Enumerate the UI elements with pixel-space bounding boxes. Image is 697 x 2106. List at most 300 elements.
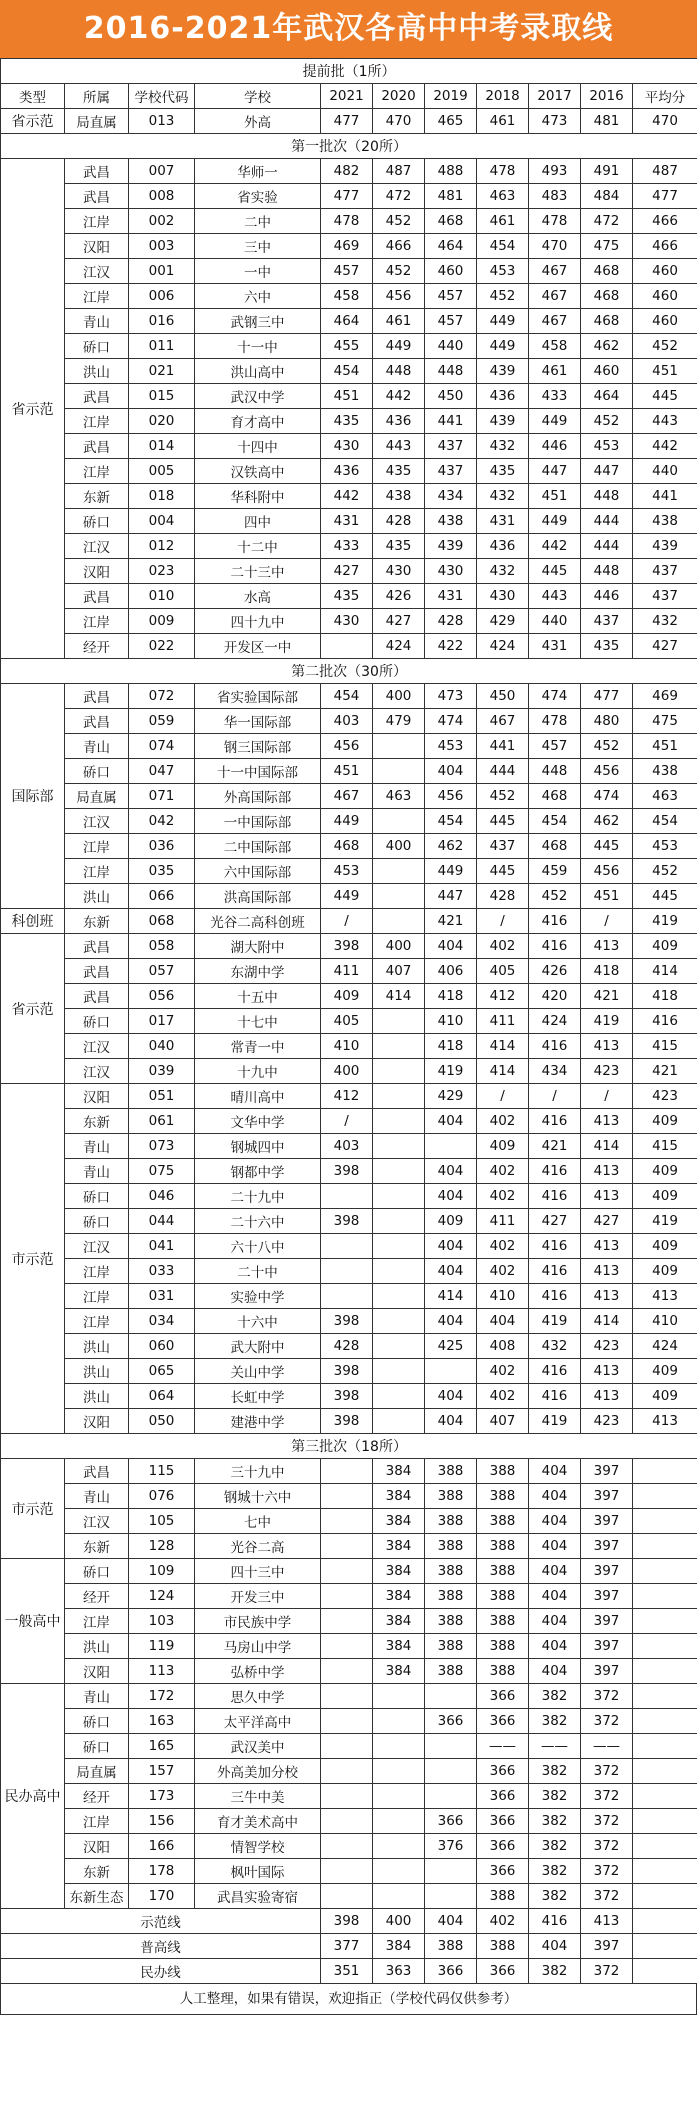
- school-code: 006: [129, 284, 195, 309]
- table-row: [1, 1309, 697, 1334]
- average-score: 452: [633, 334, 697, 359]
- table-row: [1, 834, 697, 859]
- score-2021: 400: [321, 1059, 373, 1084]
- average-score: 453: [633, 834, 697, 859]
- school-name: 思久中学: [195, 1684, 321, 1709]
- school-name: 十四中: [195, 434, 321, 459]
- score-2021: 451: [321, 384, 373, 409]
- score-2020: 443: [373, 434, 425, 459]
- score-2019: 437: [425, 434, 477, 459]
- score-2020: 470: [373, 109, 425, 134]
- score-2017: 404: [529, 1559, 581, 1584]
- school-code: 008: [129, 184, 195, 209]
- table-row: [1, 1284, 697, 1309]
- score-2020: 400: [373, 684, 425, 709]
- score-2017: 419: [529, 1309, 581, 1334]
- score-2020: [373, 1309, 425, 1334]
- school-code: 071: [129, 784, 195, 809]
- average-score: 409: [633, 1259, 697, 1284]
- score-2020: 479: [373, 709, 425, 734]
- average-score: 423: [633, 1084, 697, 1109]
- score-2017: 382: [529, 1859, 581, 1884]
- summary-value: 372: [581, 1959, 633, 1984]
- score-2018: 366: [477, 1859, 529, 1884]
- score-2017: 470: [529, 234, 581, 259]
- average-score: 437: [633, 584, 697, 609]
- score-2018: 388: [477, 1584, 529, 1609]
- school-code: 015: [129, 384, 195, 409]
- score-2021: 436: [321, 459, 373, 484]
- score-2018: 441: [477, 734, 529, 759]
- school-name: 十二中: [195, 534, 321, 559]
- table-row: [1, 334, 697, 359]
- district: 经开: [65, 1584, 129, 1609]
- score-2016: 464: [581, 384, 633, 409]
- score-2021: 464: [321, 309, 373, 334]
- district: 东新: [65, 1859, 129, 1884]
- district: 青山: [65, 309, 129, 334]
- table-row: [1, 1634, 697, 1659]
- average-score: 416: [633, 1009, 697, 1034]
- average-score: 445: [633, 884, 697, 909]
- score-2021: 398: [321, 1209, 373, 1234]
- district: 硚口: [65, 334, 129, 359]
- column-header: 2021: [321, 84, 373, 109]
- score-2021: 478: [321, 209, 373, 234]
- score-2018: 412: [477, 984, 529, 1009]
- school-code: 040: [129, 1034, 195, 1059]
- score-2020: 430: [373, 559, 425, 584]
- score-2021: 457: [321, 259, 373, 284]
- score-2019: 376: [425, 1834, 477, 1859]
- summary-value: 351: [321, 1959, 373, 1984]
- table-row: [1, 1809, 697, 1834]
- score-2018: 431: [477, 509, 529, 534]
- score-2021: 477: [321, 184, 373, 209]
- average-score: 451: [633, 734, 697, 759]
- score-2017: 416: [529, 1234, 581, 1259]
- school-code: 059: [129, 709, 195, 734]
- score-2016: 456: [581, 759, 633, 784]
- school-type: 省示范: [1, 159, 65, 659]
- score-2017: 382: [529, 1684, 581, 1709]
- summary-value: 404: [529, 1934, 581, 1959]
- district: 局直属: [65, 784, 129, 809]
- school-name: 外高国际部: [195, 784, 321, 809]
- average-score: 437: [633, 559, 697, 584]
- school-name: 三中: [195, 234, 321, 259]
- score-2021: 430: [321, 609, 373, 634]
- district: 江岸: [65, 409, 129, 434]
- score-2017: 452: [529, 884, 581, 909]
- school-code: 023: [129, 559, 195, 584]
- school-code: 156: [129, 1809, 195, 1834]
- table-row: [1, 1534, 697, 1559]
- score-2019: 404: [425, 934, 477, 959]
- score-2020: [373, 1784, 425, 1809]
- district: 汉阳: [65, 234, 129, 259]
- score-2021: [321, 1534, 373, 1559]
- score-2018: 432: [477, 559, 529, 584]
- score-2017: 404: [529, 1609, 581, 1634]
- table-row: [1, 434, 697, 459]
- score-2020: 414: [373, 984, 425, 1009]
- score-2019: 404: [425, 1309, 477, 1334]
- score-2019: 421: [425, 909, 477, 934]
- school-name: 长虹中学: [195, 1384, 321, 1409]
- score-2018: 439: [477, 359, 529, 384]
- score-2017: 421: [529, 1134, 581, 1159]
- score-2016: 444: [581, 534, 633, 559]
- average-score: [633, 1584, 697, 1609]
- school-code: 119: [129, 1634, 195, 1659]
- score-2018: 388: [477, 1534, 529, 1559]
- score-2016: 397: [581, 1509, 633, 1534]
- table-row: [1, 584, 697, 609]
- score-2018: 407: [477, 1409, 529, 1434]
- score-2016: 474: [581, 784, 633, 809]
- school-code: 103: [129, 1609, 195, 1634]
- score-2021: 468: [321, 834, 373, 859]
- score-2020: [373, 1284, 425, 1309]
- table-row: [1, 1609, 697, 1634]
- school-code: 068: [129, 909, 195, 934]
- district: 青山: [65, 1684, 129, 1709]
- score-2017: 382: [529, 1709, 581, 1734]
- score-2017: 442: [529, 534, 581, 559]
- score-2016: 372: [581, 1709, 633, 1734]
- section-header-row: [1, 1434, 697, 1459]
- score-2019: 431: [425, 584, 477, 609]
- score-2017: 449: [529, 409, 581, 434]
- district: 青山: [65, 734, 129, 759]
- score-2020: 435: [373, 459, 425, 484]
- score-2019: 404: [425, 759, 477, 784]
- score-2019: [425, 1134, 477, 1159]
- score-2019: 456: [425, 784, 477, 809]
- score-2018: 366: [477, 1784, 529, 1809]
- table-row: [1, 1459, 697, 1484]
- score-2018: 452: [477, 284, 529, 309]
- score-2019: 454: [425, 809, 477, 834]
- score-2016: 453: [581, 434, 633, 459]
- district: 汉阳: [65, 559, 129, 584]
- table-row: [1, 959, 697, 984]
- score-2020: 384: [373, 1659, 425, 1684]
- summary-value: 402: [477, 1909, 529, 1934]
- score-2020: 384: [373, 1459, 425, 1484]
- average-score: 415: [633, 1134, 697, 1159]
- score-2017: /: [529, 1084, 581, 1109]
- school-name: 文华中学: [195, 1109, 321, 1134]
- average-score: [633, 1709, 697, 1734]
- score-2018: 388: [477, 1459, 529, 1484]
- score-2019: 448: [425, 359, 477, 384]
- school-code: 073: [129, 1134, 195, 1159]
- district: 经开: [65, 634, 129, 659]
- score-2020: 472: [373, 184, 425, 209]
- district: 江岸: [65, 1309, 129, 1334]
- district: 硚口: [65, 1709, 129, 1734]
- score-2017: 431: [529, 634, 581, 659]
- district: 武昌: [65, 684, 129, 709]
- score-2017: 483: [529, 184, 581, 209]
- column-header: 2020: [373, 84, 425, 109]
- score-2021: [321, 1659, 373, 1684]
- district: 东新: [65, 484, 129, 509]
- score-2016: 460: [581, 359, 633, 384]
- score-2021: [321, 1634, 373, 1659]
- average-score: 418: [633, 984, 697, 1009]
- score-2021: /: [321, 1109, 373, 1134]
- average-score: 438: [633, 759, 697, 784]
- school-name: 枫叶国际: [195, 1859, 321, 1884]
- score-2017: 416: [529, 1184, 581, 1209]
- score-2018: 436: [477, 534, 529, 559]
- school-name: 洪高国际部: [195, 884, 321, 909]
- score-2017: 424: [529, 1009, 581, 1034]
- score-2019: 488: [425, 159, 477, 184]
- district: 硚口: [65, 1559, 129, 1584]
- column-header: 2018: [477, 84, 529, 109]
- score-2021: 412: [321, 1084, 373, 1109]
- school-code: 021: [129, 359, 195, 384]
- score-2020: 466: [373, 234, 425, 259]
- score-2020: [373, 1134, 425, 1159]
- school-name: 洪山高中: [195, 359, 321, 384]
- score-2018: 432: [477, 484, 529, 509]
- school-name: 十六中: [195, 1309, 321, 1334]
- score-2018: 402: [477, 1159, 529, 1184]
- district: 江汉: [65, 809, 129, 834]
- school-code: 036: [129, 834, 195, 859]
- table-row: [1, 1584, 697, 1609]
- score-2017: 443: [529, 584, 581, 609]
- score-2019: 366: [425, 1809, 477, 1834]
- school-name: 外高美加分校: [195, 1759, 321, 1784]
- score-2018: 461: [477, 109, 529, 134]
- score-2016: 447: [581, 459, 633, 484]
- school-type: 市示范: [1, 1084, 65, 1434]
- score-2020: 384: [373, 1534, 425, 1559]
- summary-value: 416: [529, 1909, 581, 1934]
- score-2021: 435: [321, 584, 373, 609]
- summary-value: 397: [581, 1934, 633, 1959]
- score-2018: 453: [477, 259, 529, 284]
- school-code: 166: [129, 1834, 195, 1859]
- school-code: 170: [129, 1884, 195, 1909]
- district: 江汉: [65, 1059, 129, 1084]
- district: 武昌: [65, 584, 129, 609]
- score-2018: 437: [477, 834, 529, 859]
- average-score: 421: [633, 1059, 697, 1084]
- score-2021: 403: [321, 1134, 373, 1159]
- score-2018: 402: [477, 934, 529, 959]
- school-code: 039: [129, 1059, 195, 1084]
- score-2019: 473: [425, 684, 477, 709]
- school-name: 十一中国际部: [195, 759, 321, 784]
- score-2016: 413: [581, 1259, 633, 1284]
- footer-note: 人工整理，如果有错误，欢迎指正（学校代码仅供参考）: [0, 1984, 697, 2015]
- score-2017: 451: [529, 484, 581, 509]
- score-2019: [425, 1359, 477, 1384]
- school-code: 011: [129, 334, 195, 359]
- summary-label: 普高线: [1, 1934, 321, 1959]
- score-2018: 410: [477, 1284, 529, 1309]
- score-2021: 398: [321, 1159, 373, 1184]
- score-2018: 388: [477, 1659, 529, 1684]
- score-2018: 449: [477, 309, 529, 334]
- column-header: 学校: [195, 84, 321, 109]
- average-score: 409: [633, 1359, 697, 1384]
- school-code: 003: [129, 234, 195, 259]
- score-2020: [373, 1709, 425, 1734]
- score-2018: 439: [477, 409, 529, 434]
- average-score: 413: [633, 1409, 697, 1434]
- district: 硚口: [65, 1209, 129, 1234]
- score-2017: 416: [529, 1284, 581, 1309]
- school-code: 046: [129, 1184, 195, 1209]
- school-code: 035: [129, 859, 195, 884]
- score-2017: 457: [529, 734, 581, 759]
- score-2017: 404: [529, 1634, 581, 1659]
- score-2019: 404: [425, 1384, 477, 1409]
- score-2021: [321, 1709, 373, 1734]
- score-2020: [373, 1684, 425, 1709]
- score-2016: 448: [581, 484, 633, 509]
- average-score: 452: [633, 859, 697, 884]
- score-2016: 397: [581, 1609, 633, 1634]
- score-2019: 406: [425, 959, 477, 984]
- score-2021: 458: [321, 284, 373, 309]
- summary-value: 413: [581, 1909, 633, 1934]
- summary-value: 366: [477, 1959, 529, 1984]
- score-2020: [373, 1859, 425, 1884]
- school-name: 开发三中: [195, 1584, 321, 1609]
- average-score: [633, 1784, 697, 1809]
- score-2021: 430: [321, 434, 373, 459]
- summary-value: 388: [425, 1934, 477, 1959]
- score-2020: 442: [373, 384, 425, 409]
- school-type: 省示范: [1, 934, 65, 1084]
- score-2019: 460: [425, 259, 477, 284]
- district: 青山: [65, 1159, 129, 1184]
- score-2018: 454: [477, 234, 529, 259]
- table-row: [1, 534, 697, 559]
- score-2021: 398: [321, 1409, 373, 1434]
- score-2020: 384: [373, 1509, 425, 1534]
- district: 洪山: [65, 884, 129, 909]
- score-2020: [373, 759, 425, 784]
- table-row: [1, 709, 697, 734]
- score-2018: 366: [477, 1759, 529, 1784]
- score-2019: 388: [425, 1534, 477, 1559]
- score-2019: 441: [425, 409, 477, 434]
- average-score: [633, 1609, 697, 1634]
- score-2019: 440: [425, 334, 477, 359]
- score-2016: 372: [581, 1684, 633, 1709]
- district: 江岸: [65, 1284, 129, 1309]
- admission-table: [0, 58, 697, 1984]
- score-2021: 427: [321, 559, 373, 584]
- average-score: 466: [633, 209, 697, 234]
- score-2017: 404: [529, 1459, 581, 1484]
- score-2021: 409: [321, 984, 373, 1009]
- score-2016: 472: [581, 209, 633, 234]
- score-2020: [373, 1734, 425, 1759]
- school-name: 情智学校: [195, 1834, 321, 1859]
- score-2018: 478: [477, 159, 529, 184]
- score-2016: 413: [581, 1034, 633, 1059]
- average-score: [633, 1459, 697, 1484]
- score-2016: 446: [581, 584, 633, 609]
- score-2018: 388: [477, 1609, 529, 1634]
- score-2016: 372: [581, 1859, 633, 1884]
- district: 东新: [65, 1109, 129, 1134]
- school-code: 074: [129, 734, 195, 759]
- school-name: 四中: [195, 509, 321, 534]
- school-name: 七中: [195, 1509, 321, 1534]
- table-row: [1, 634, 697, 659]
- score-2018: /: [477, 909, 529, 934]
- average-score: [633, 1534, 697, 1559]
- school-name: 二中: [195, 209, 321, 234]
- summary-value: [633, 1934, 697, 1959]
- school-code: 051: [129, 1084, 195, 1109]
- district: 东新: [65, 909, 129, 934]
- school-name: 钢城四中: [195, 1134, 321, 1159]
- score-2017: 416: [529, 1384, 581, 1409]
- score-2017: 432: [529, 1334, 581, 1359]
- district: 江岸: [65, 284, 129, 309]
- school-name: 武钢三中: [195, 309, 321, 334]
- score-2017: ——: [529, 1734, 581, 1759]
- school-code: 031: [129, 1284, 195, 1309]
- score-2019: 468: [425, 209, 477, 234]
- district: 洪山: [65, 1384, 129, 1409]
- score-2021: [321, 1484, 373, 1509]
- school-name: 十七中: [195, 1009, 321, 1034]
- school-name: 省实验国际部: [195, 684, 321, 709]
- score-2020: 436: [373, 409, 425, 434]
- district: 洪山: [65, 359, 129, 384]
- school-name: 育才高中: [195, 409, 321, 434]
- average-score: 440: [633, 459, 697, 484]
- school-code: 041: [129, 1234, 195, 1259]
- school-name: 钢城十六中: [195, 1484, 321, 1509]
- score-2021: [321, 1259, 373, 1284]
- table-row: [1, 1734, 697, 1759]
- district: 洪山: [65, 1334, 129, 1359]
- score-2017: 474: [529, 684, 581, 709]
- score-2016: 397: [581, 1559, 633, 1584]
- section-title: 提前批（1所）: [1, 59, 697, 84]
- average-score: 432: [633, 609, 697, 634]
- school-name: 武大附中: [195, 1334, 321, 1359]
- score-2016: 468: [581, 284, 633, 309]
- score-2020: 427: [373, 609, 425, 634]
- school-name: 二十三中: [195, 559, 321, 584]
- score-2020: [373, 1409, 425, 1434]
- score-2016: 397: [581, 1459, 633, 1484]
- score-2017: 404: [529, 1534, 581, 1559]
- school-code: 012: [129, 534, 195, 559]
- score-2019: [425, 1859, 477, 1884]
- section-header-row: [1, 59, 697, 84]
- score-2018: 429: [477, 609, 529, 634]
- score-2016: 452: [581, 409, 633, 434]
- score-2018: 402: [477, 1259, 529, 1284]
